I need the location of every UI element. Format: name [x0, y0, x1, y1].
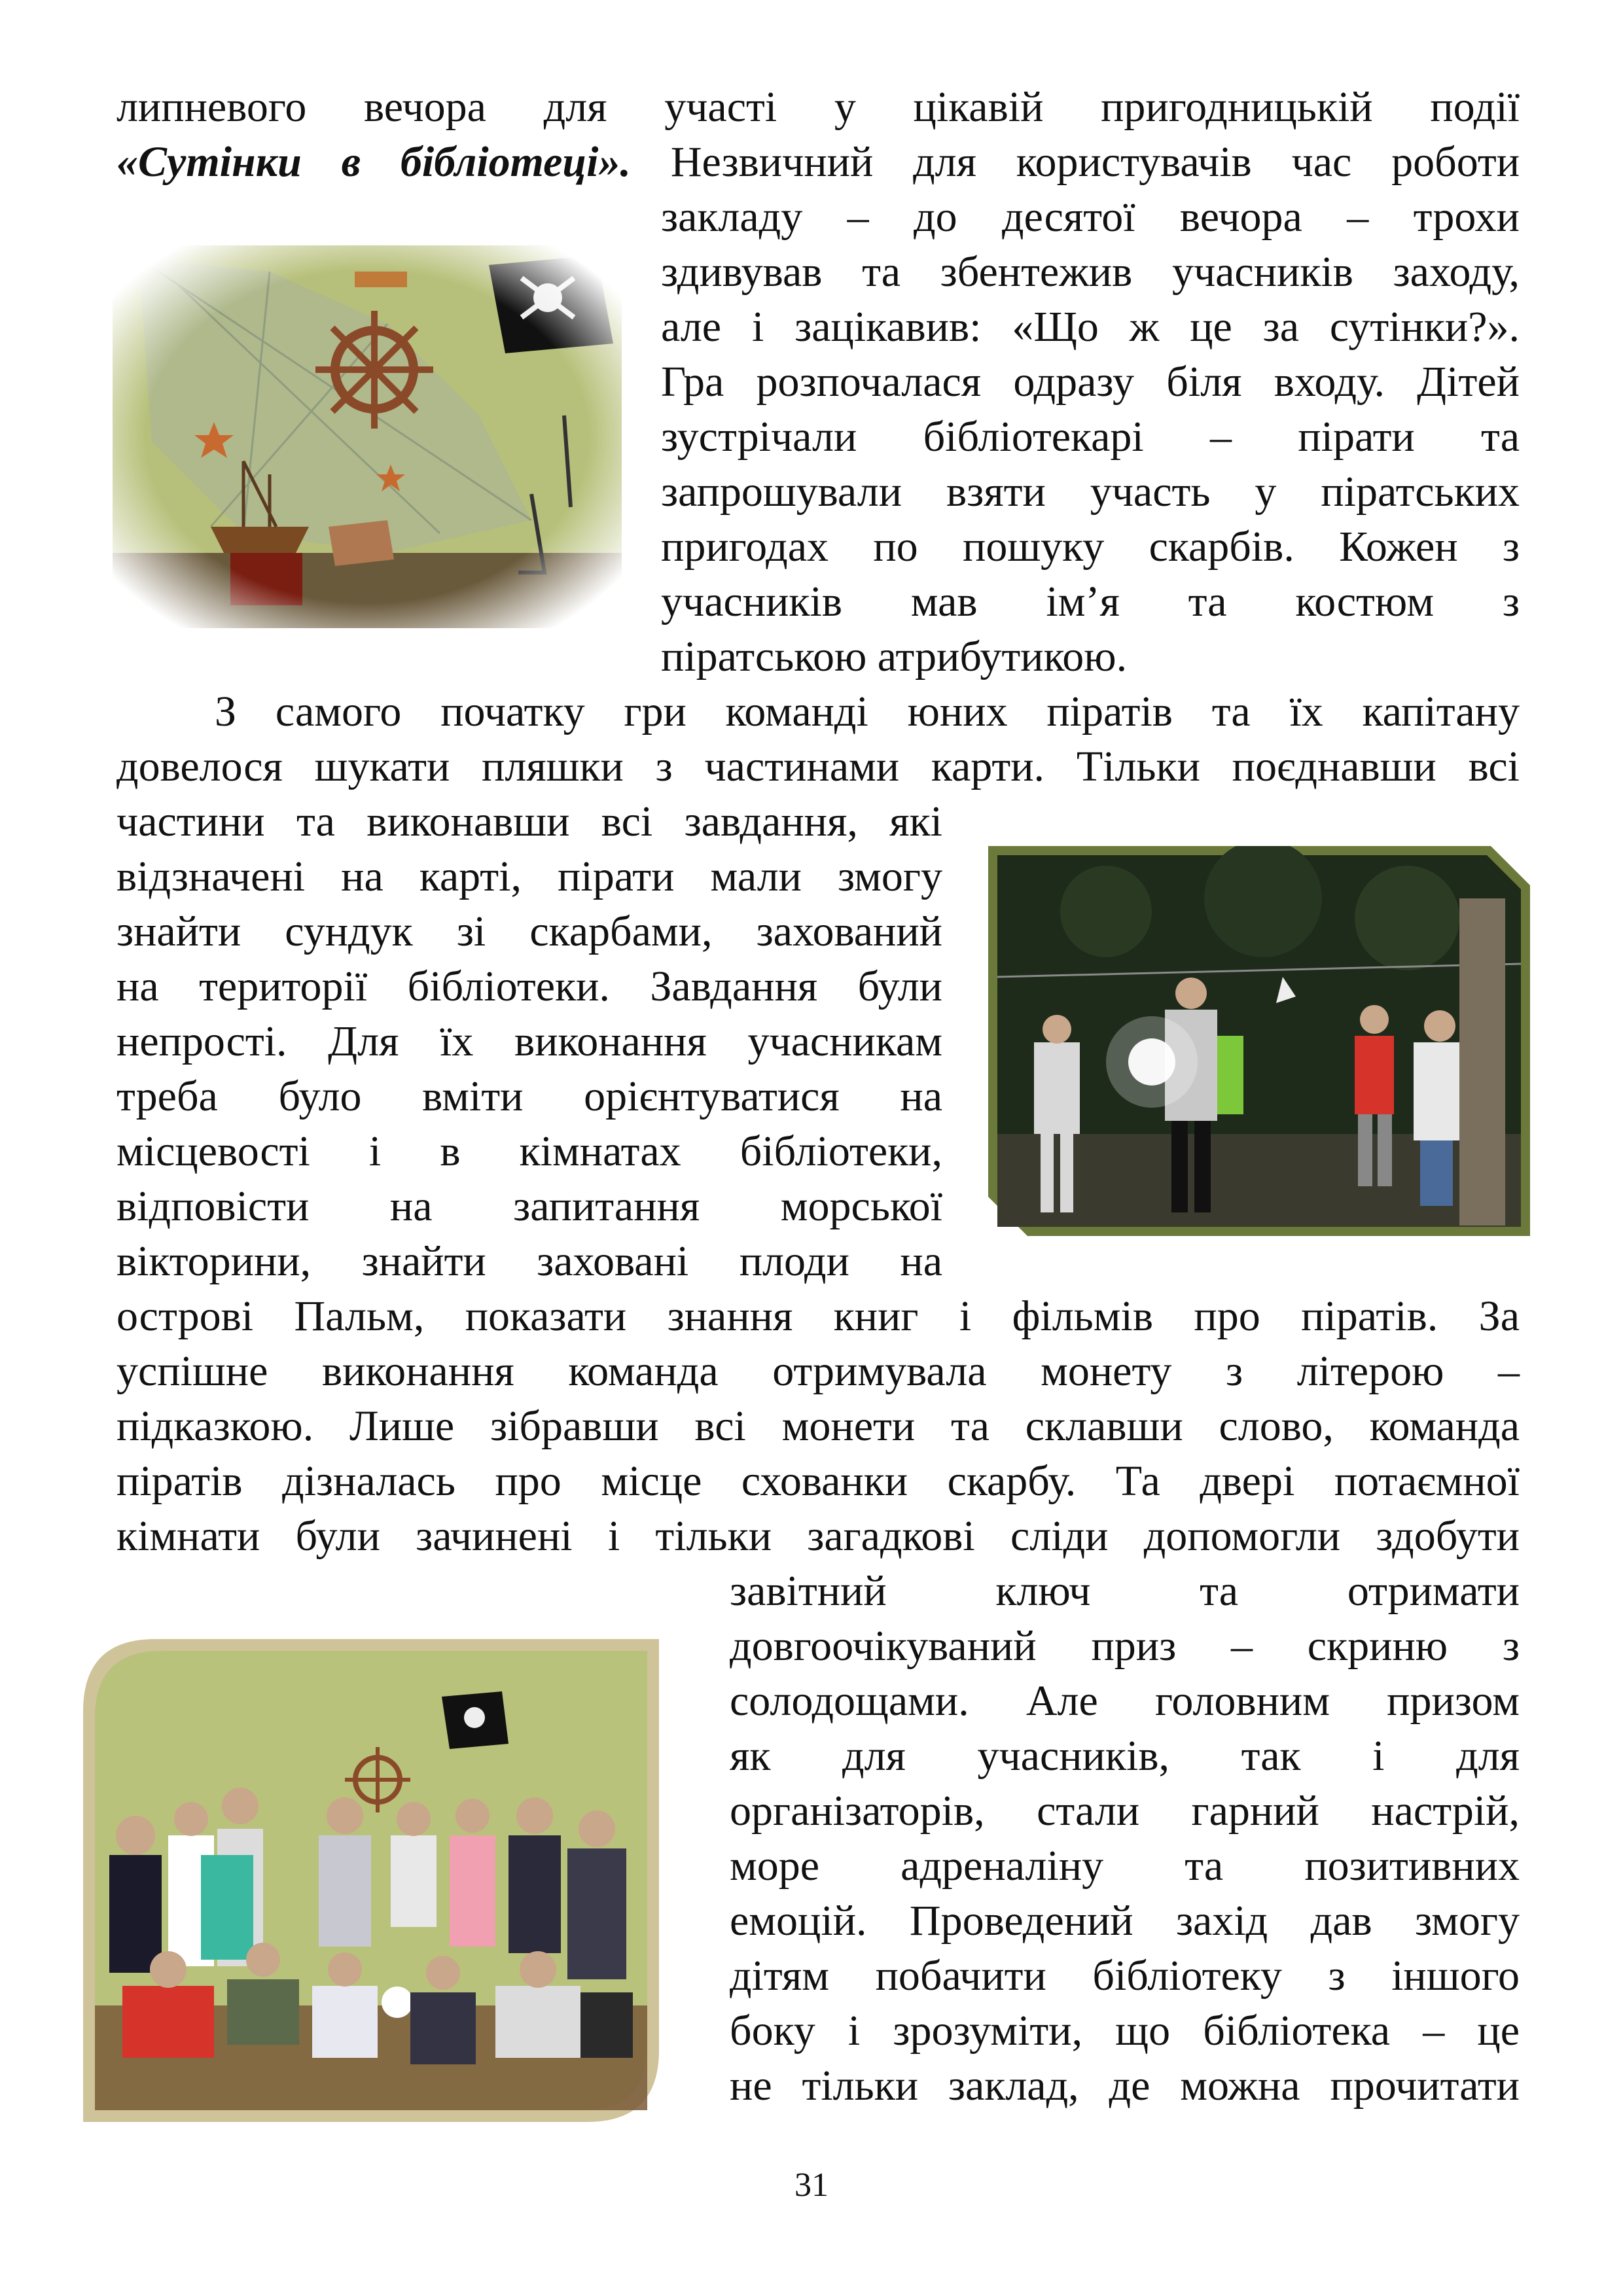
text-line: Гра розпочалася одразу біля входу. Дітей	[661, 358, 1520, 406]
text-line: не тільки заклад, де можна прочитати	[730, 2062, 1520, 2110]
text-line: успішне виконання команда отримувала монету з літерою –	[116, 1347, 1520, 1395]
text-line: відзначені на карті, пірати мали змогу	[116, 853, 942, 900]
text-line: але і зацікавив: «Що ж це за сутінки?».	[661, 303, 1520, 351]
text-line: піратів дізналась про місце схованки скарбу. Та двері потаємної	[116, 1457, 1520, 1505]
text-line	[116, 135, 1520, 190]
text-line: непрості. Для їх виконання учасникам	[116, 1017, 942, 1065]
text-line: кімнати були зачинені і тільки загадкові сліди допомогли здобути	[116, 1512, 1520, 1560]
text-line: частини та виконавши всі завдання, які	[116, 798, 942, 845]
text-line: вікторини, знайти заховані плоди на	[116, 1237, 942, 1285]
text-line: здивував та збентежив учасників заходу,	[661, 248, 1520, 296]
text-line: емоцій. Проведений захід дав змогу	[730, 1897, 1520, 1945]
text-line: місцевості і в кімнатах бібліотеки,	[116, 1127, 942, 1175]
text-line: боку і зрозуміти, що бібліотека – це	[730, 2007, 1520, 2055]
text-line: завітний ключ та отримати	[730, 1567, 1520, 1615]
text-line: учасників мав ім’я та костюм з	[661, 578, 1520, 626]
text-line: довгоочікуваний приз – скриню з	[730, 1622, 1520, 1670]
text-line: зустрічали бібліотекарі – пірати та	[661, 413, 1520, 461]
text-line: як для учасників, так і для	[730, 1732, 1520, 1780]
text-line: острові Пальм, показати знання книг і фільмів про піратів. За	[116, 1292, 1520, 1340]
photo-group	[83, 1639, 659, 2122]
text-line: відповісти на запитання морської	[116, 1182, 942, 1230]
text-line: липневого вечора для участі у цікавій пригодницькій події	[116, 83, 1520, 131]
photo-pirate-decor	[113, 245, 622, 628]
text-line: дітям побачити бібліотеку з іншого	[730, 1952, 1520, 2000]
text-line: організаторів, стали гарний настрій,	[730, 1787, 1520, 1835]
photo-night-game	[988, 846, 1530, 1236]
page-number: 31	[794, 2166, 829, 2204]
text-line: треба було вміти орієнтуватися на	[116, 1072, 942, 1120]
text-segment: Незвичний для користувачів час роботи	[670, 138, 1520, 186]
text-line: море адреналіну та позитивних	[730, 1842, 1520, 1890]
text-line: пригодах по пошуку скарбів. Кожен з	[661, 523, 1520, 571]
text-line: довелося шукати пляшки з частинами карти. Тільки поєднавши всі	[116, 743, 1520, 790]
text-line: піратською атрибутикою.	[661, 633, 1128, 680]
text-line: закладу – до десятої вечора – трохи	[661, 193, 1520, 241]
text-line: З самого початку гри команді юних піратів та їх капітану	[215, 688, 1520, 735]
event-title: «Сутінки в бібліотеці».	[116, 138, 631, 186]
text-line: підказкою. Лише зібравши всі монети та склавши слово, команда	[116, 1402, 1520, 1450]
text-line: солодощами. Але головним призом	[730, 1677, 1520, 1725]
text-line: запрошували взяти участь у піратських	[661, 468, 1520, 516]
text-line: на території бібліотеки. Завдання були	[116, 963, 942, 1010]
text-line: знайти сундук зі скарбами, захований	[116, 908, 942, 955]
